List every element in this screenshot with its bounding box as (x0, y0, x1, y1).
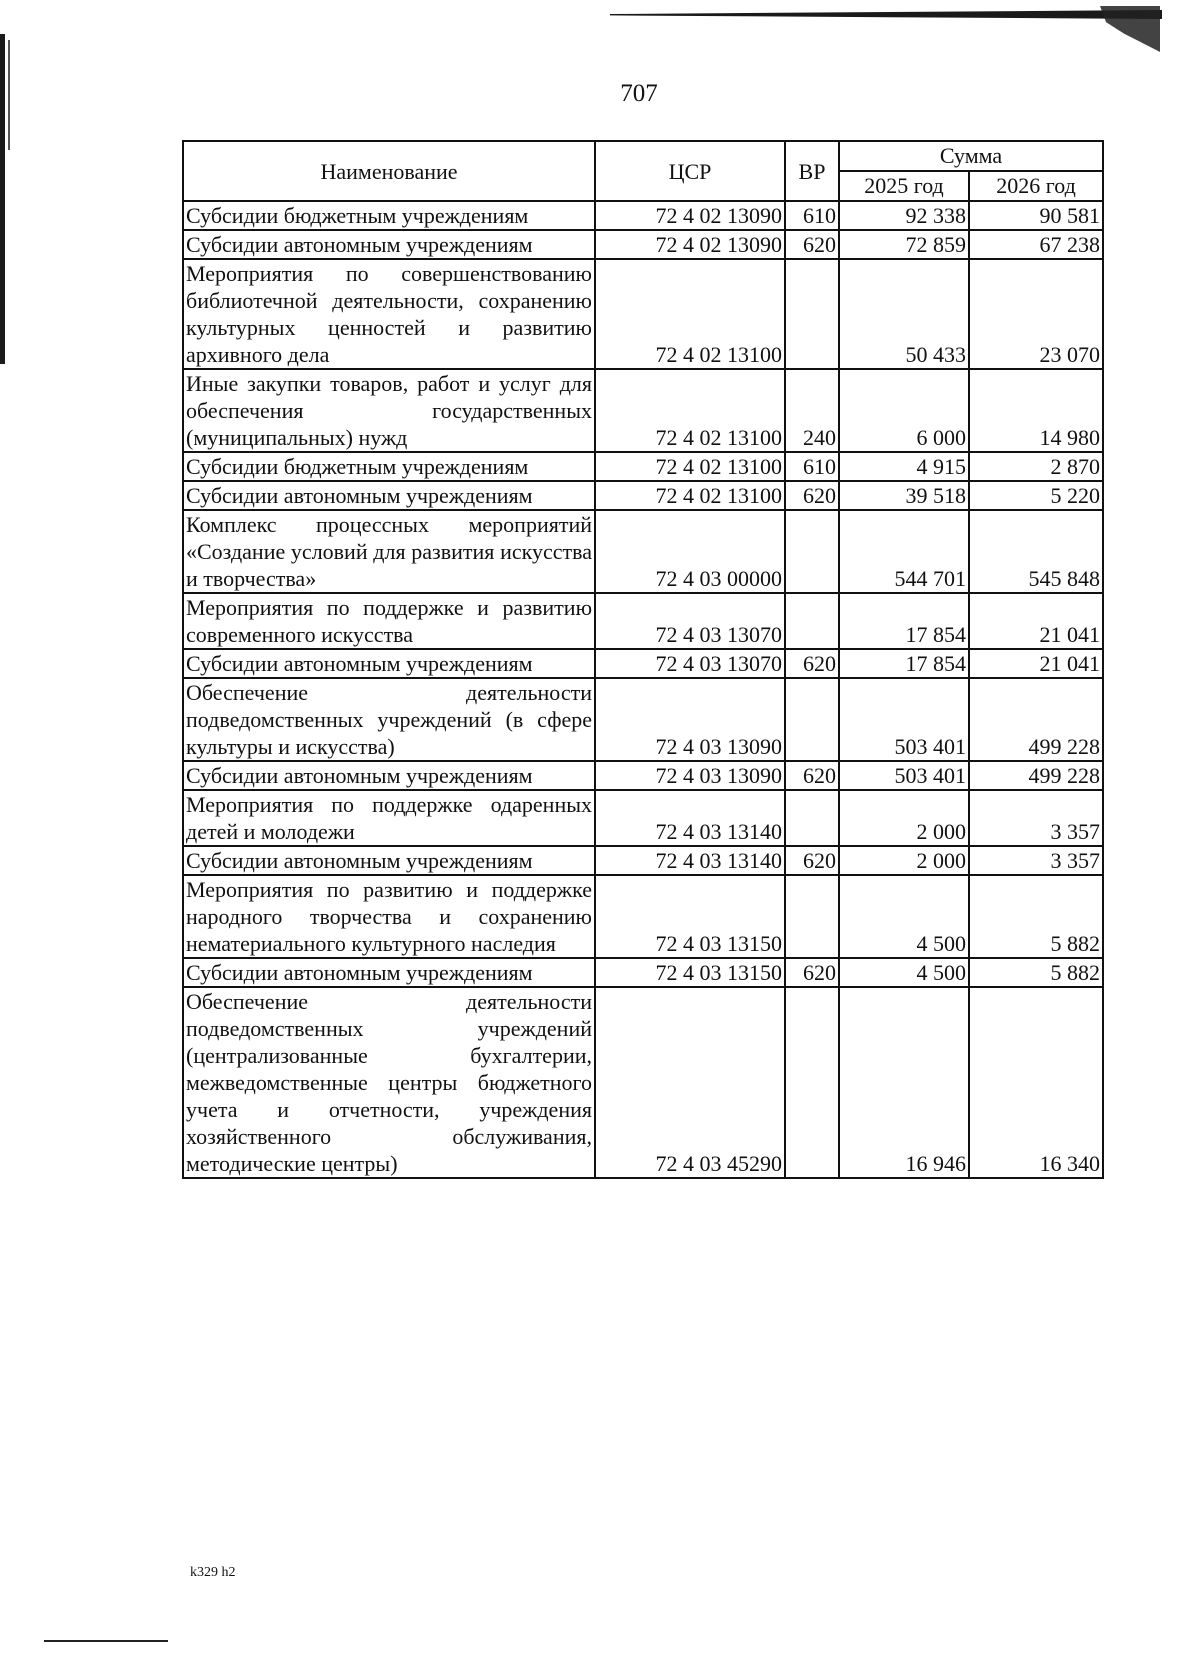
row-amount-2025: 4 500 (839, 958, 969, 987)
row-csr: 72 4 03 45290 (595, 987, 785, 1178)
row-name: Мероприятия по совершенствованию библиотечной деятельности, сохранению культурных ценностей и развитию архивного дела (183, 259, 595, 369)
row-csr: 72 4 03 13090 (595, 761, 785, 790)
header-name: Наименование (183, 141, 595, 201)
row-amount-2025: 503 401 (839, 678, 969, 761)
header-csr: ЦСР (595, 141, 785, 201)
row-csr: 72 4 02 13100 (595, 369, 785, 452)
table-row (183, 510, 1103, 593)
row-amount-2025: 503 401 (839, 761, 969, 790)
row-amount-2026: 3 357 (969, 790, 1103, 846)
header-vr: ВР (785, 141, 839, 201)
row-csr: 72 4 02 13090 (595, 201, 785, 230)
row-csr: 72 4 03 13140 (595, 790, 785, 846)
row-amount-2025: 16 946 (839, 987, 969, 1178)
header-year-2025: 2025 год (839, 171, 969, 201)
budget-table (182, 140, 1104, 1179)
row-csr: 72 4 03 00000 (595, 510, 785, 593)
table-row (183, 230, 1103, 259)
row-amount-2026: 90 581 (969, 201, 1103, 230)
row-amount-2025: 17 854 (839, 649, 969, 678)
row-name: Обеспечение деятельности подведомственных учреждений (в сфере культуры и искусства) (183, 678, 595, 761)
scan-edge-top (610, 10, 1162, 19)
row-vr: 620 (785, 761, 839, 790)
row-name: Комплекс процессных мероприятий «Создание условий для развития искусства и творчества» (183, 510, 595, 593)
row-vr (785, 875, 839, 958)
row-csr: 72 4 02 13090 (595, 230, 785, 259)
row-csr: 72 4 03 13070 (595, 593, 785, 649)
row-vr (785, 593, 839, 649)
page-number: 707 (620, 80, 658, 107)
table-row (183, 958, 1103, 987)
row-amount-2026: 21 041 (969, 593, 1103, 649)
row-amount-2026: 67 238 (969, 230, 1103, 259)
row-vr (785, 678, 839, 761)
row-amount-2026: 23 070 (969, 259, 1103, 369)
row-amount-2025: 2 000 (839, 846, 969, 875)
row-name: Субсидии бюджетным учреждениям (183, 201, 595, 230)
row-vr: 620 (785, 649, 839, 678)
row-amount-2026: 21 041 (969, 649, 1103, 678)
row-amount-2025: 2 000 (839, 790, 969, 846)
row-vr: 620 (785, 846, 839, 875)
row-vr (785, 987, 839, 1178)
row-amount-2026: 499 228 (969, 761, 1103, 790)
row-vr (785, 259, 839, 369)
row-csr: 72 4 03 13090 (595, 678, 785, 761)
row-name: Мероприятия по поддержке и развитию современного искусства (183, 593, 595, 649)
row-name: Мероприятия по развитию и поддержке народного творчества и сохранению нематериального культурного наследия (183, 875, 595, 958)
row-name: Субсидии автономным учреждениям (183, 958, 595, 987)
row-amount-2025: 39 518 (839, 481, 969, 510)
row-name: Обеспечение деятельности подведомственных учреждений (централизованные бухгалтерии, межведомственные центры бюджетного учета и отчетности, учреждения хозяйственного обслуживания, методические центры) (183, 987, 595, 1178)
table-row (183, 987, 1103, 1178)
row-name: Субсидии автономным учреждениям (183, 230, 595, 259)
row-amount-2025: 17 854 (839, 593, 969, 649)
row-amount-2026: 5 882 (969, 958, 1103, 987)
row-vr: 620 (785, 958, 839, 987)
table-row (183, 452, 1103, 481)
table-row (183, 369, 1103, 452)
row-amount-2026: 2 870 (969, 452, 1103, 481)
row-csr: 72 4 03 13140 (595, 846, 785, 875)
table-body (183, 201, 1103, 1178)
row-csr: 72 4 03 13070 (595, 649, 785, 678)
row-amount-2025: 4 500 (839, 875, 969, 958)
row-vr: 610 (785, 201, 839, 230)
row-vr: 620 (785, 230, 839, 259)
row-amount-2026: 499 228 (969, 678, 1103, 761)
row-name: Субсидии автономным учреждениям (183, 481, 595, 510)
row-amount-2025: 92 338 (839, 201, 969, 230)
header-year-2026: 2026 год (969, 171, 1103, 201)
row-amount-2025: 50 433 (839, 259, 969, 369)
scan-edge-bottom (44, 1640, 168, 1642)
row-vr: 620 (785, 481, 839, 510)
row-amount-2025: 72 859 (839, 230, 969, 259)
table-row (183, 259, 1103, 369)
row-name: Субсидии автономным учреждениям (183, 846, 595, 875)
row-name: Субсидии автономным учреждениям (183, 649, 595, 678)
footer-code: k329 h2 (190, 1565, 236, 1580)
row-amount-2025: 4 915 (839, 452, 969, 481)
row-name: Субсидии автономным учреждениям (183, 761, 595, 790)
table-row (183, 678, 1103, 761)
row-csr: 72 4 02 13100 (595, 481, 785, 510)
table-row (183, 593, 1103, 649)
table-row (183, 875, 1103, 958)
table-row (183, 649, 1103, 678)
row-amount-2026: 16 340 (969, 987, 1103, 1178)
header-sum: Сумма (839, 141, 1103, 171)
table-row (183, 481, 1103, 510)
row-amount-2026: 3 357 (969, 846, 1103, 875)
row-name: Иные закупки товаров, работ и услуг для обеспечения государственных (муниципальных) нужд (183, 369, 595, 452)
row-csr: 72 4 03 13150 (595, 875, 785, 958)
row-amount-2026: 5 220 (969, 481, 1103, 510)
table-row (183, 846, 1103, 875)
row-amount-2025: 6 000 (839, 369, 969, 452)
row-amount-2026: 545 848 (969, 510, 1103, 593)
row-amount-2026: 14 980 (969, 369, 1103, 452)
row-name: Мероприятия по поддержке одаренных детей и молодежи (183, 790, 595, 846)
table-row (183, 201, 1103, 230)
row-vr (785, 510, 839, 593)
row-csr: 72 4 02 13100 (595, 452, 785, 481)
row-vr: 240 (785, 369, 839, 452)
row-amount-2025: 544 701 (839, 510, 969, 593)
row-vr (785, 790, 839, 846)
row-vr: 610 (785, 452, 839, 481)
row-amount-2026: 5 882 (969, 875, 1103, 958)
row-csr: 72 4 02 13100 (595, 259, 785, 369)
row-csr: 72 4 03 13150 (595, 958, 785, 987)
scan-corner-shadow (1100, 6, 1160, 52)
table-row (183, 761, 1103, 790)
row-name: Субсидии бюджетным учреждениям (183, 452, 595, 481)
table-row (183, 790, 1103, 846)
